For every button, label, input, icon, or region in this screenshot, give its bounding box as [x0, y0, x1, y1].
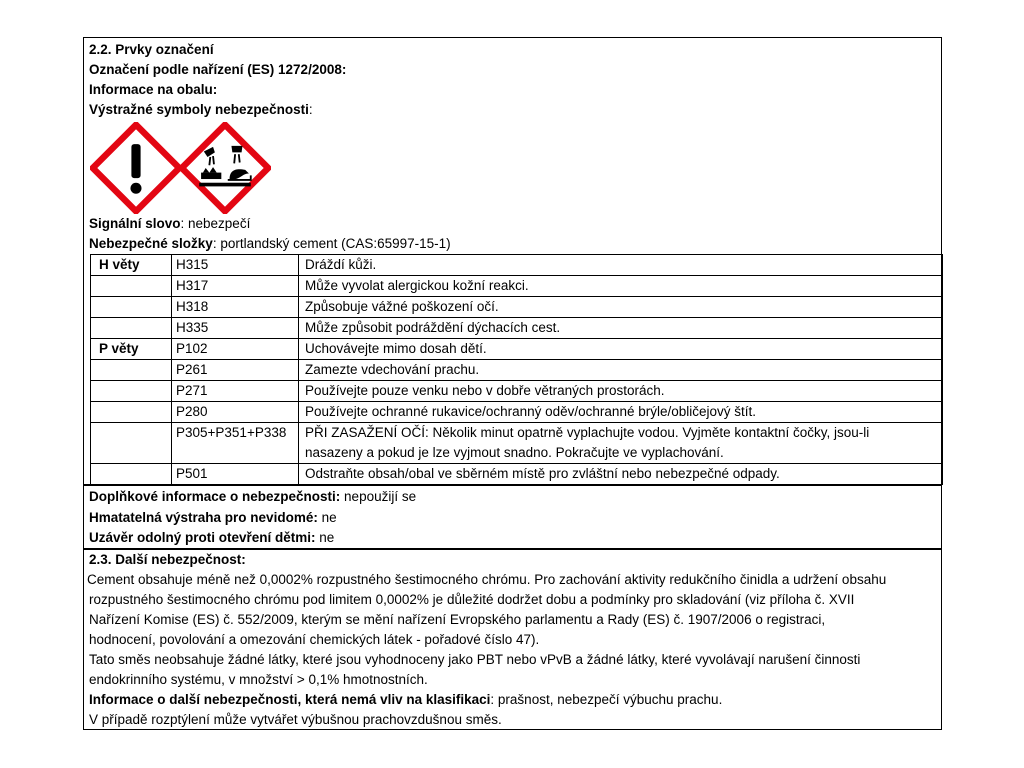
hazardous-components-label: Nebezpečné složky [89, 236, 213, 251]
hazardous-components-value: : portlandský cement (CAS:65997-15-1) [212, 236, 451, 251]
child-closure-line [89, 530, 334, 546]
statement-text: Může vyvolat alergickou kožní reakci. [299, 276, 943, 297]
table-row [91, 402, 943, 423]
section-2-2-heading: 2.2. Prvky označení [89, 42, 214, 57]
statement-code: H317 [172, 276, 299, 297]
section-2-3-heading: 2.3. Další nebezpečnost: [89, 552, 246, 567]
h-statements-label: H věty [91, 255, 172, 276]
regulation-label: Označení podle nařízení (ES) 1272/2008: [89, 62, 347, 77]
additional-info-label: Doplňkové informace o nebezpečnosti: [89, 489, 341, 504]
statement-text: Používejte ochranné rukavice/ochranný oděv/ochranné brýle/obličejový štít. [299, 402, 943, 423]
chromium-paragraph-line-4: hodnocení, povolování a omezování chemických látek - pořadové číslo 47). [89, 632, 540, 647]
hazardous-components-line [89, 236, 451, 252]
p-statements-label: P věty [91, 339, 172, 360]
chromium-paragraph-line-1: Cement obsahuje méně než 0,0002% rozpustného šestimocného chrómu. Pro zachování aktivity redukčního činidla a udržení obsahu [87, 572, 887, 587]
safety-data-sheet-section [83, 37, 942, 730]
other-hazards-label: Informace o další nebezpečnosti, která nemá vliv na klasifikaci [89, 692, 491, 707]
table-row [91, 276, 943, 297]
statement-code: H318 [172, 297, 299, 318]
signal-word-line [89, 216, 250, 232]
corrosion-pictogram-icon [179, 122, 271, 214]
table-row [91, 297, 943, 318]
divider [84, 548, 941, 550]
statement-code: H335 [172, 318, 299, 339]
dust-explosion-line: V případě rozptýlení může vytvářet výbušnou prachovzdušnou směs. [89, 712, 502, 727]
chromium-paragraph-line-3: Nařízení Komise (ES) č. 552/2009, kterým se mění nařízení Evropského parlamentu a Rady (ES) č. 1907/2006 o registraci, [89, 612, 826, 627]
table-row [91, 423, 943, 464]
statement-text: Zamezte vdechování prachu. [299, 360, 943, 381]
hazard-statements-table [90, 254, 943, 485]
statement-text: Používejte pouze venku nebo v dobře větraných prostorách. [299, 381, 943, 402]
hazard-symbols-label: Výstražné symboly nebezpečnosti [89, 102, 309, 117]
tactile-warning-line [89, 510, 337, 526]
packaging-info-label: Informace na obalu: [89, 82, 218, 97]
statement-text: Dráždí kůži. [299, 255, 943, 276]
table-row [91, 339, 943, 360]
statement-code: P501 [172, 464, 299, 485]
child-closure-label: Uzávěr odolný proti otevření dětmi: [89, 530, 316, 545]
table-row [91, 464, 943, 485]
statement-code: P305+P351+P338 [172, 423, 299, 464]
statement-code: P261 [172, 360, 299, 381]
statement-text: Odstraňte obsah/obal ve sběrném místě pro zvláštní nebo nebezpečné odpady. [299, 464, 943, 485]
other-hazards-line [89, 692, 722, 708]
divider [84, 484, 941, 486]
exclamation-mark-pictogram-icon [90, 122, 182, 214]
table-row [91, 255, 943, 276]
chromium-paragraph-line-2: rozpustného šestimocného chrómu pod limitem 0,0002% je důležité dodržet dobu a podmínky pro skladování (viz příloha č. XVII [89, 592, 855, 607]
signal-word-value: : nebezpečí [180, 216, 251, 231]
table-row [91, 360, 943, 381]
statement-text [299, 423, 943, 464]
statement-text-line-1: PŘI ZASAŽENÍ OČÍ: Několik minut opatrně vyplachujte vodou. Vyjměte kontaktní čočky, jsou-li [305, 425, 870, 440]
statement-text: Způsobuje vážné poškození očí. [299, 297, 943, 318]
statement-code: H315 [172, 255, 299, 276]
pbt-paragraph-line-1: Tato směs neobsahuje žádné látky, které jsou vyhodnoceny jako PBT nebo vPvB a žádné látky, které vyvolávají narušení činnosti [89, 652, 861, 667]
statement-text-line-2: nasazeny a pokud je lze vyjmout snadno. Pokračujte ve vyplachování. [305, 445, 724, 460]
statement-text: Může způsobit podráždění dýchacích cest. [299, 318, 943, 339]
additional-info-line [89, 489, 416, 505]
pbt-paragraph-line-2: endokrinního systému, v množství > 0,1% hmotnostních. [89, 672, 428, 687]
additional-info-value: nepoužijí se [340, 489, 417, 504]
statement-text: Uchovávejte mimo dosah dětí. [299, 339, 943, 360]
hazard-symbols-colon: : [308, 102, 313, 117]
table-row [91, 381, 943, 402]
child-closure-value: ne [315, 530, 335, 545]
other-hazards-value: : prašnost, nebezpečí výbuchu prachu. [490, 692, 723, 707]
statement-code: P280 [172, 402, 299, 423]
table-row [91, 318, 943, 339]
statement-code: P102 [172, 339, 299, 360]
tactile-warning-label: Hmatatelná výstraha pro nevidomé: [89, 510, 318, 525]
hazard-symbols-line [89, 102, 313, 118]
tactile-warning-value: ne [317, 510, 337, 525]
statement-code: P271 [172, 381, 299, 402]
signal-word-label: Signální slovo [89, 216, 181, 231]
